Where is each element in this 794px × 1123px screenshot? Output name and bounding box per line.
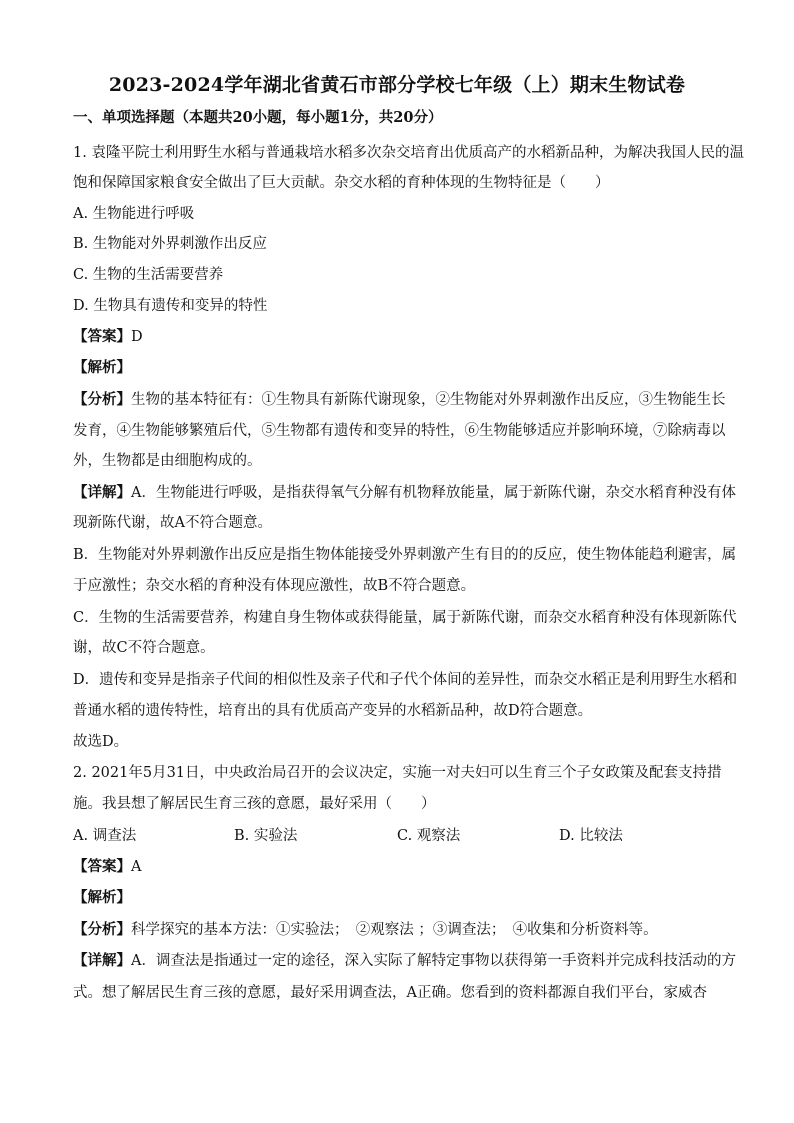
q1-xiangjie-line-8: 普通水稻的遗传特性，培育出的具有优质高产变异的水稻新品种，故D符合题意。: [73, 703, 593, 719]
q2-stem-line-2: 施。我县想了解居民生育三孩的意愿，最好采用（ ）: [73, 796, 436, 812]
q1-stem-line-2: 饱和保障国家粮食安全做出了巨大贡献。杂交水稻的育种体现的生物特征是（ ）: [73, 175, 610, 191]
q1-answer-value: D: [131, 329, 143, 345]
q1-xiangjie-line-4: 于应激性；杂交水稻的育种没有体现应激性，故B不符合题意。: [73, 578, 476, 594]
q1-xiangjie-line-6: 谢，故C不符合题意。: [73, 640, 215, 656]
q1-option-a: A. 生物能进行呼吸: [73, 206, 195, 222]
q1-option-b: B. 生物能对外界刺激作出反应: [73, 236, 267, 252]
q1-xiangjie-line-5: C．生物的生活需要营养，构建自身生物体或获得能量，属于新陈代谢，而杂交水稻育种没有体现新陈代: [73, 610, 737, 626]
q1-analysis-heading: 【解析】: [73, 359, 131, 376]
q1-xiangjie-tag: 【详解】: [73, 484, 131, 501]
q1-stem-line-1: 1. 袁隆平院士利用野生水稻与普通栽培水稻多次杂交培育出优质高产的水稻新品种，为解决我国人民的温: [73, 145, 744, 161]
q2-stem-line-1: 2. 2021年5月31日，中央政治局召开的会议决定，实施一对夫妇可以生育三个子女政策及配套支持措: [73, 765, 722, 781]
q2-fenxi-tag: 【分析】: [73, 921, 131, 938]
q2-xiangjie-line-1: [73, 951, 736, 971]
q1-fenxi-text-1: 生物的基本特征有：①生物具有新陈代谢现象，②生物能对外界刺激作出反应，③生物能生长: [131, 392, 726, 408]
q2-answer: [73, 857, 723, 877]
q2-xiangjie-tag: 【详解】: [73, 952, 131, 969]
q1-option-d: D. 生物具有遗传和变异的特性: [73, 298, 268, 314]
q1-xiangjie-text-1: A．生物能进行呼吸，是指获得氧气分解有机物释放能量，属于新陈代谢，杂交水稻育种没有体: [131, 485, 736, 501]
q2-xiangjie-line-2: 式。想了解居民生育三孩的意愿，最好采用调查法，A正确。您看到的资料都源自我们平台，家威杏: [73, 985, 707, 1001]
q2-option-c: C. 观察法: [397, 828, 461, 844]
q1-answer: [73, 327, 723, 347]
q1-fenxi-line-1: [73, 390, 726, 410]
q2-option-a: A. 调查法: [73, 828, 137, 844]
q1-answer-tag: 【答案】: [73, 328, 131, 345]
q2-fenxi-line: [73, 920, 723, 940]
page-title: 2023-2024学年湖北省黄石市部分学校七年级（上）期末生物试卷: [108, 74, 686, 96]
q1-conclusion: 故选D。: [73, 734, 129, 750]
q2-answer-tag: 【答案】: [73, 858, 131, 875]
section-heading: 一、单项选择题（本题共20小题，每小题1分，共20分）: [73, 109, 443, 126]
q1-xiangjie-line-3: B．生物能对外界刺激作出反应是指生物体能接受外界刺激产生有目的的反应，使生物体能趋利避害，属: [73, 547, 737, 563]
q1-fenxi-line-2: 发育，④生物能够繁殖后代，⑤生物都有遗传和变异的特性，⑥生物能够适应并影响环境，⑦除病毒以: [73, 423, 726, 439]
q1-fenxi-tag: 【分析】: [73, 391, 131, 408]
q1-xiangjie-line-2: 现新陈代谢，故A不符合题意。: [73, 515, 272, 531]
q2-analysis-heading: 【解析】: [73, 889, 131, 906]
q2-xiangjie-text-1: A．调查法是指通过一定的途径，深入实际了解特定事物以获得第一手资料并完成科技活动的方: [131, 953, 736, 969]
q1-fenxi-line-3: 外，生物都是由细胞构成的。: [73, 453, 262, 469]
q2-fenxi-text: 科学探究的基本方法：①实验法； ②观察法 ；③调查法； ④收集和分析资料等。: [131, 922, 658, 938]
q2-answer-value: A: [131, 859, 142, 875]
q1-xiangjie-line-1: [73, 483, 736, 503]
q2-option-d: D. 比较法: [559, 828, 623, 844]
q1-xiangjie-line-7: D．遗传和变异是指亲子代间的相似性及亲子代和子代个体间的差异性，而杂交水稻正是利用野生水稻和: [73, 672, 738, 688]
q2-option-b: B. 实验法: [234, 828, 298, 844]
q1-option-c: C. 生物的生活需要营养: [73, 267, 224, 283]
